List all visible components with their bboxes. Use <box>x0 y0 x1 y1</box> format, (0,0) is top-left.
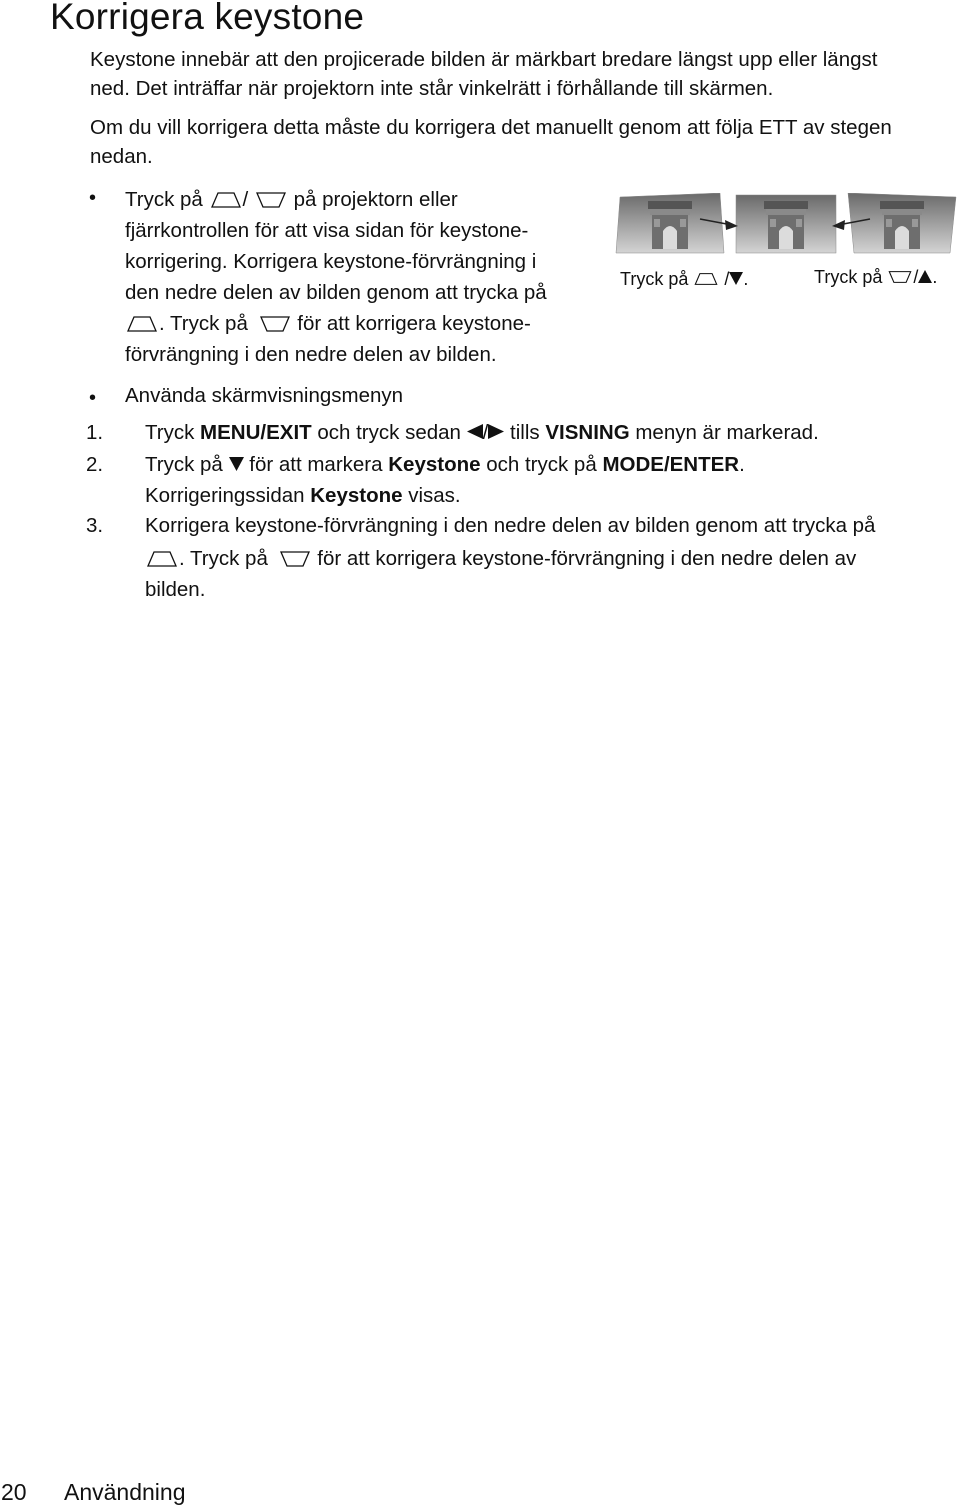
step-number: 3. <box>86 514 104 537</box>
caption-right-end: . <box>932 267 938 287</box>
bullet-1-line-2: fjärrkontrollen för att visa sidan för keystone- <box>125 219 529 242</box>
bullet-1-text-d: för att korrigera keystone- <box>297 312 531 335</box>
bullet-1-text <box>125 184 595 370</box>
step-1-text-c: och tryck sedan <box>311 421 467 444</box>
step-1-sep: / <box>482 421 489 444</box>
bullet-1-line-5 <box>125 308 595 339</box>
arrow-right-icon <box>488 417 504 448</box>
step-2-keystone: Keystone <box>388 453 481 476</box>
step-2-text-i: visas. <box>402 484 461 507</box>
bullet-marker: • <box>89 387 97 409</box>
bullet-1-text-c: . Tryck på <box>159 312 248 335</box>
step-3-body <box>145 510 945 605</box>
arrow-down-icon <box>729 269 743 290</box>
arrow-up-icon <box>918 267 932 288</box>
step-3-text-c: för att korrigera keystone-förvrängning i den nedre delen av <box>317 547 857 570</box>
bullet-1-line-3: korrigering. Korrigera keystone-förvrängning i <box>125 250 537 273</box>
bullet-1-sep: / <box>242 188 249 211</box>
caption-left-sep: / <box>724 269 730 289</box>
bullet-1-line-4: den nedre delen av bilden genom att trycka på <box>125 281 547 304</box>
bullet-marker: • <box>89 187 97 209</box>
page-title: Korrigera keystone <box>50 0 365 37</box>
step-1-text-e: tills <box>504 421 546 444</box>
arc-de-triomphe-image <box>612 193 958 265</box>
step-1-text-a: Tryck <box>145 421 201 444</box>
keystone-down-icon <box>258 315 292 333</box>
keystone-figure <box>612 193 958 303</box>
keystone-down-icon <box>887 270 913 284</box>
caption-left-end: . <box>743 269 749 289</box>
step-2-mode-enter: MODE/ENTER <box>602 453 740 476</box>
step-number: 1. <box>86 421 104 444</box>
step-1-body <box>145 417 945 448</box>
caption-right-text: Tryck på <box>814 267 883 287</box>
step-1-visning: VISNING <box>545 421 630 444</box>
step-3-text-b: . Tryck på <box>179 547 268 570</box>
step-2-text-f: . <box>739 453 745 476</box>
intro-paragraph-2 <box>90 113 950 171</box>
step-2-text-g: Korrigeringssidan <box>145 484 311 507</box>
arrow-left-icon <box>467 417 483 448</box>
page-number: 20 <box>1 1479 27 1505</box>
keystone-up-icon <box>125 315 159 333</box>
intro-line-3: Om du vill korrigera detta måste du korrigera det manuellt genom att följa ETT av stegen <box>90 116 892 139</box>
keystone-down-icon <box>278 550 312 568</box>
figure-caption-left <box>620 269 748 290</box>
step-1-text-g: menyn är markerad. <box>629 421 819 444</box>
bullet-1-line-6: förvrängning i den nedre delen av bilden. <box>125 343 497 366</box>
step-number: 2. <box>86 453 104 476</box>
caption-right-sep: / <box>913 267 919 287</box>
arrow-down-icon <box>229 449 244 480</box>
bullet-1-text-a: Tryck på <box>125 188 203 211</box>
intro-line-2: ned. Det inträffar när projektorn inte står vinkelrätt i förhållande till skärmen. <box>90 77 774 100</box>
intro-line-4: nedan. <box>90 145 153 168</box>
step-2-text-d: och tryck på <box>480 453 603 476</box>
keystone-down-icon <box>254 191 288 209</box>
step-3-line-3: bilden. <box>145 578 206 601</box>
intro-line-1: Keystone innebär att den projicerade bilden är märkbart bredare längst upp eller längst <box>90 48 878 71</box>
bullet-1-line-1 <box>125 184 595 215</box>
step-2-body <box>145 449 945 511</box>
keystone-up-icon <box>693 272 719 286</box>
figure-caption-right <box>814 267 937 288</box>
intro-paragraph-1 <box>90 45 950 103</box>
bullet-2-text: Använda skärmvisningsmenyn <box>125 384 404 407</box>
bullet-1-text-b: på projektorn eller <box>293 188 458 211</box>
caption-left-text: Tryck på <box>620 269 689 289</box>
keystone-up-icon <box>209 191 243 209</box>
step-3-line-1: Korrigera keystone-förvrängning i den nedre delen av bilden genom att trycka på <box>145 514 876 537</box>
step-1-menu-exit: MENU/EXIT <box>200 421 312 444</box>
keystone-up-icon <box>145 550 179 568</box>
footer-section: Användning <box>64 1479 186 1505</box>
step-2-text-b: för att markera <box>243 453 389 476</box>
step-2-keystone-2: Keystone <box>310 484 403 507</box>
step-2-text-a: Tryck på <box>145 453 229 476</box>
